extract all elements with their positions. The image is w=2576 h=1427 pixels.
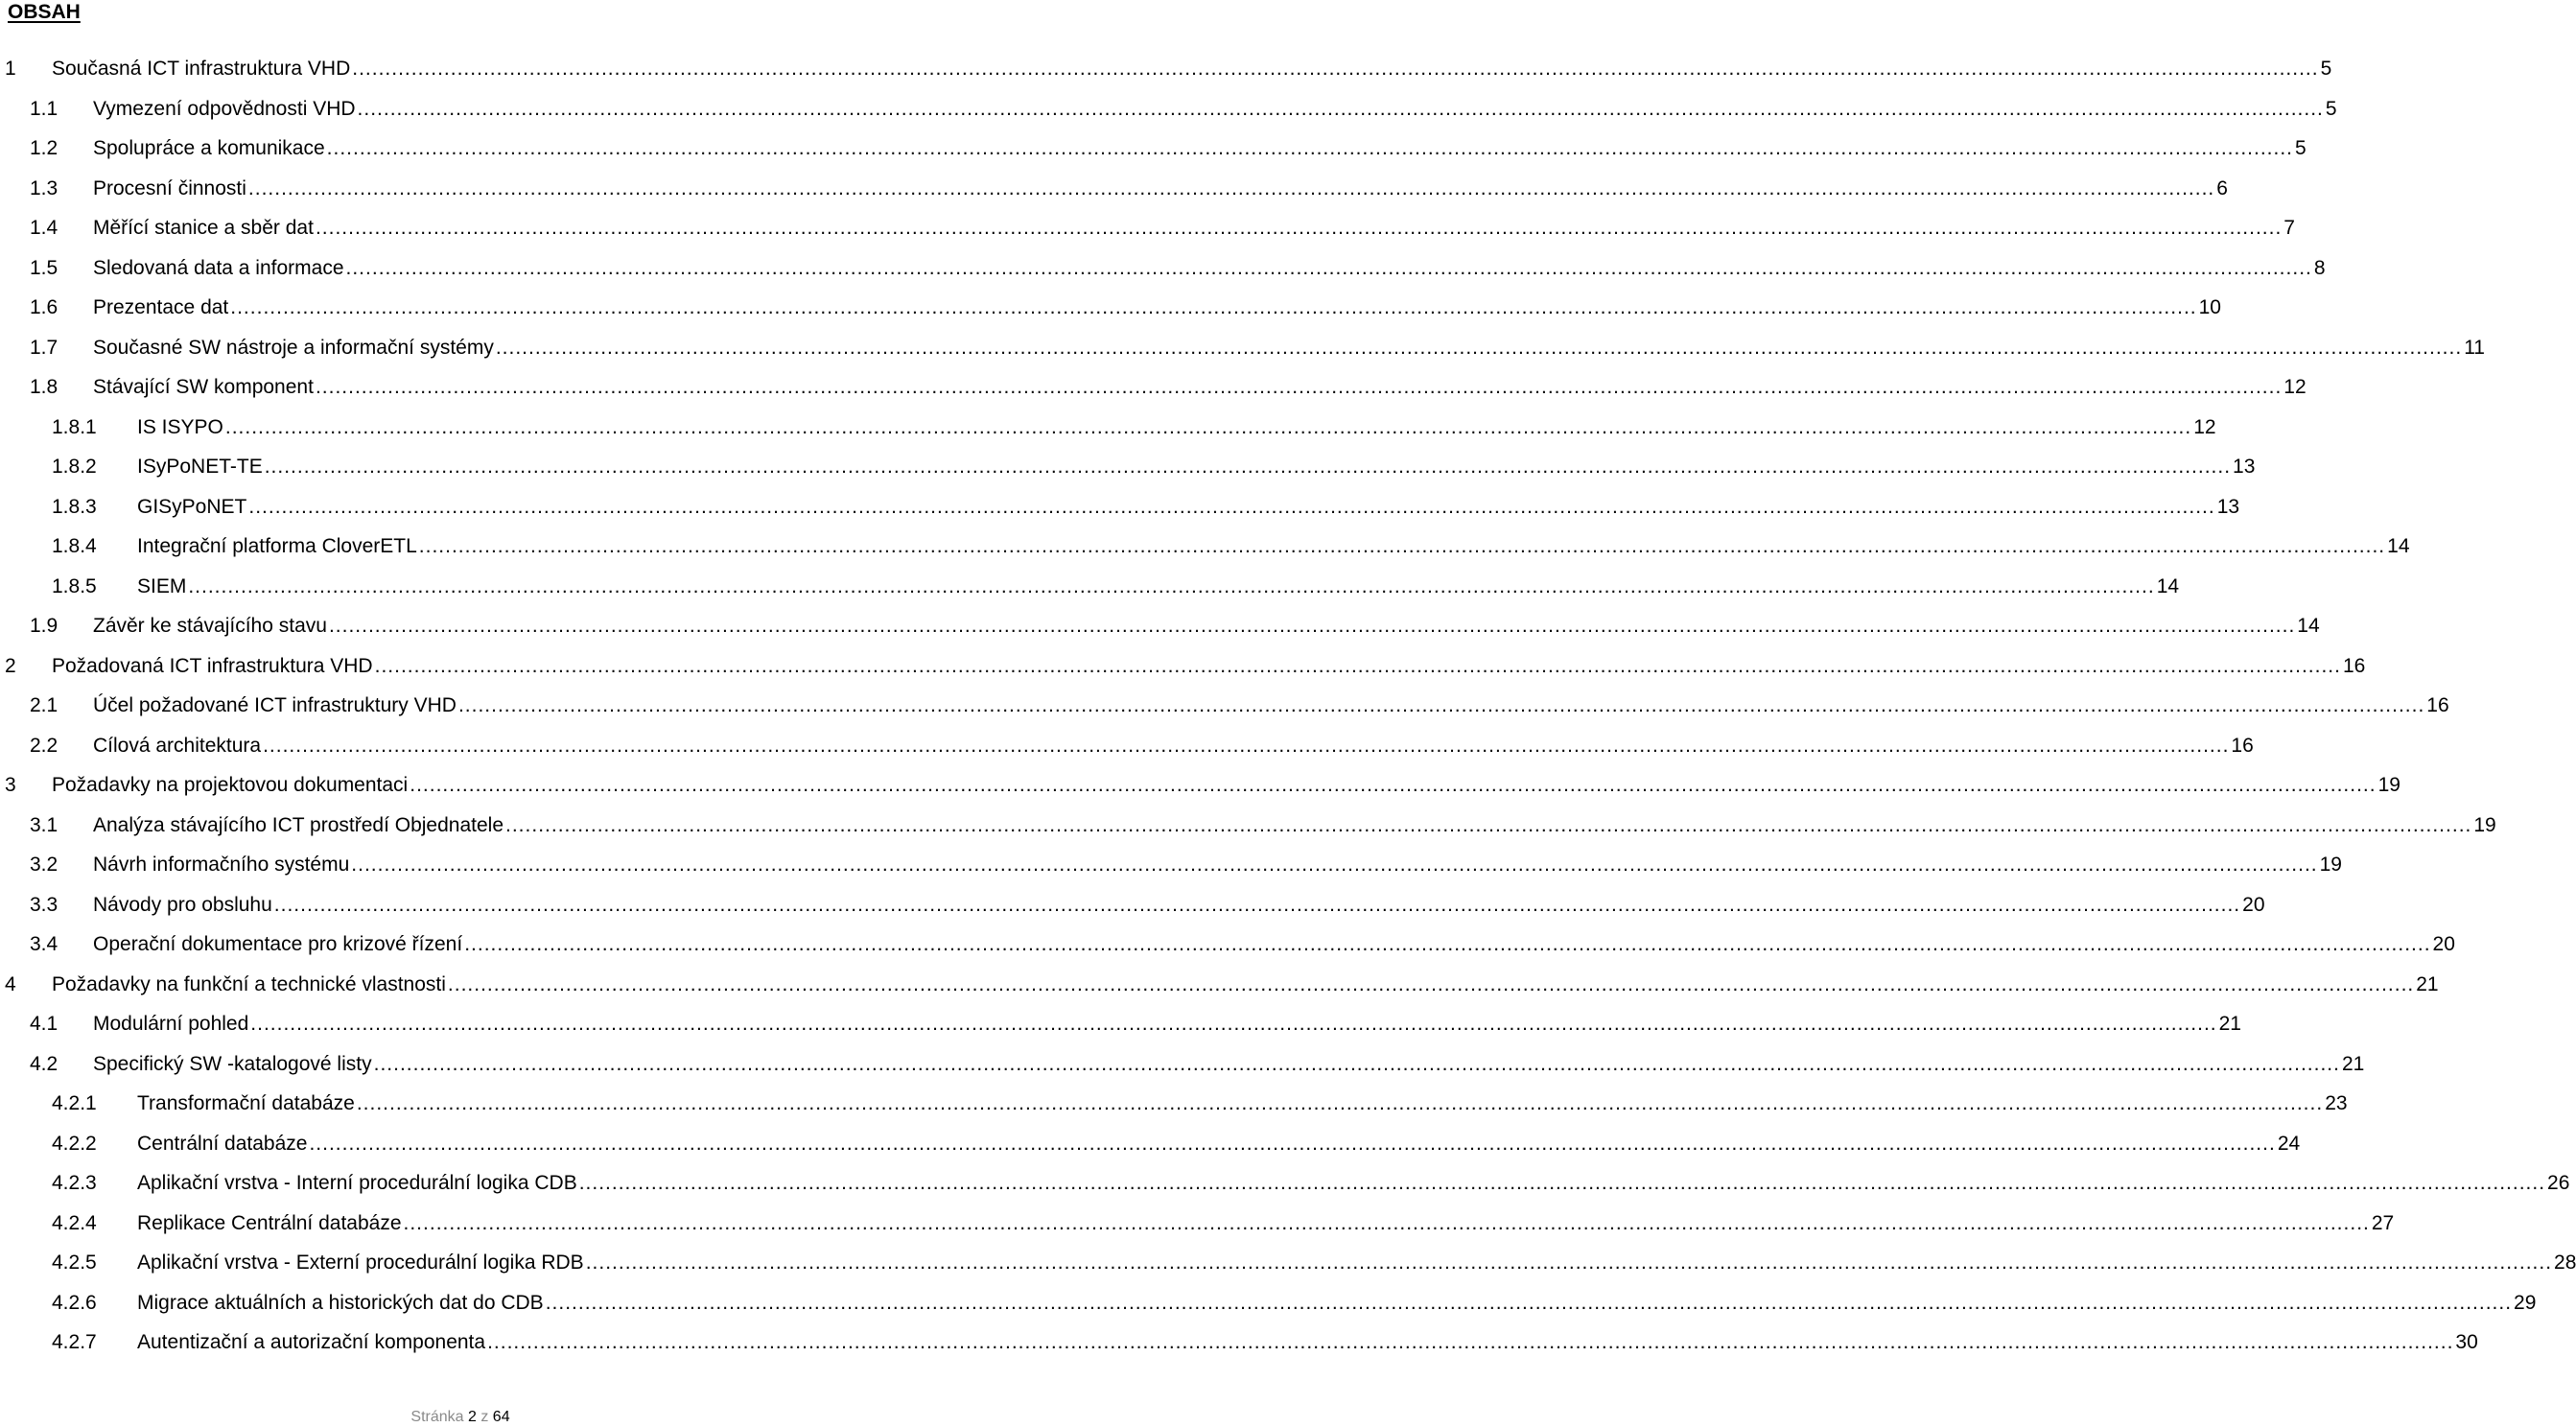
toc-entry-title: Migrace aktuálních a historických dat do CDB — [137, 1291, 544, 1314]
toc-entry-body — [93, 893, 2265, 918]
toc-dot-leader: ............................................................................................................................................................................................................................................................................................................ — [326, 137, 2293, 159]
toc-entry-title: Vymezení odpovědnosti VHD — [93, 97, 356, 120]
toc-entry[interactable] — [0, 1244, 2576, 1284]
toc-dot-leader: ............................................................................................................................................................................................................................................................................................................ — [230, 296, 2197, 318]
toc-entry-number: 1.7 — [30, 336, 59, 359]
toc-entry-title: Sledovaná data a informace — [93, 256, 344, 279]
toc-entry-number: 2.1 — [30, 694, 59, 716]
toc-dot-leader: ............................................................................................................................................................................................................................................................................................................ — [374, 654, 2341, 677]
toc-entry[interactable] — [0, 766, 2400, 807]
toc-dot-leader: ............................................................................................................................................................................................................................................................................................................ — [328, 615, 2296, 637]
toc-entry-number: 1.5 — [30, 256, 59, 279]
toc-entry-page: 24 — [2277, 1132, 2301, 1155]
toc-entry-body — [93, 97, 2337, 122]
toc-entry-body — [137, 574, 2180, 599]
toc-entry-number: 1.3 — [30, 176, 59, 199]
toc-entry[interactable] — [0, 368, 2307, 409]
toc-dot-leader: ............................................................................................................................................................................................................................................................................................................ — [373, 1052, 2340, 1075]
toc-dot-leader: ............................................................................................................................................................................................................................................................................................................ — [264, 456, 2232, 478]
toc-entry-number: 2 — [5, 654, 16, 677]
toc-dot-leader: ............................................................................................................................................................................................................................................................................................................ — [418, 535, 2386, 557]
table-of-contents — [0, 50, 2576, 1364]
toc-entry-title: Specifický SW -katalogové listy — [93, 1052, 372, 1075]
toc-entry-number: 4.2.2 — [52, 1132, 97, 1155]
toc-entry[interactable] — [0, 329, 2485, 369]
toc-entry-page: 5 — [2320, 58, 2332, 80]
toc-entry-number: 3.3 — [30, 893, 59, 916]
toc-entry[interactable] — [0, 527, 2410, 568]
toc-entry-page: 5 — [2325, 97, 2337, 120]
toc-entry-title: Replikace Centrální databáze — [137, 1211, 402, 1234]
toc-entry-body — [93, 1052, 2365, 1077]
toc-entry-title: Požadavky na funkční a technické vlastnosti — [52, 972, 446, 995]
toc-dot-leader: ............................................................................................................................................................................................................................................................................................................ — [410, 774, 2377, 796]
toc-entry-number: 4.1 — [30, 1013, 59, 1035]
toc-entry-title: Cílová architektura — [93, 734, 262, 757]
toc-entry-title: Účel požadované ICT infrastruktury VHD — [93, 694, 457, 716]
toc-entry-body — [93, 734, 2254, 759]
toc-entry-body — [137, 1291, 2537, 1316]
toc-entry-title: Požadovaná ICT infrastruktura VHD — [52, 654, 373, 677]
toc-entry-number: 1.6 — [30, 296, 59, 318]
toc-entry-page: 23 — [2325, 1092, 2348, 1114]
toc-entry-number: 1.8.1 — [52, 415, 97, 438]
toc-entry[interactable] — [0, 807, 2496, 847]
toc-entry-number: 4.2.4 — [52, 1211, 97, 1234]
toc-entry[interactable] — [0, 1164, 2570, 1205]
toc-entry-number: 1.8.4 — [52, 535, 97, 557]
toc-entry-body — [52, 773, 2400, 798]
toc-entry-number: 1.2 — [30, 137, 59, 159]
toc-entry-number: 3.2 — [30, 854, 59, 876]
toc-entry-page: 7 — [2283, 217, 2295, 239]
toc-entry[interactable] — [0, 448, 2256, 488]
toc-entry-title: Modulární pohled — [93, 1013, 249, 1035]
toc-entry-body — [137, 1132, 2301, 1157]
toc-entry-title: Analýza stávajícího ICT prostředí Objednatele — [93, 813, 504, 836]
toc-entry-body — [137, 534, 2410, 559]
toc-entry-body — [137, 1211, 2395, 1236]
toc-dot-leader: ............................................................................................................................................................................................................................................................................................................ — [224, 415, 2192, 438]
toc-entry-page: 19 — [2319, 854, 2342, 876]
toc-entry-page: 11 — [2464, 336, 2485, 359]
toc-entry-page: 21 — [2416, 972, 2439, 995]
toc-entry[interactable] — [0, 727, 2254, 767]
toc-entry-page: 14 — [2387, 535, 2410, 557]
toc-entry-page: 30 — [2455, 1331, 2478, 1353]
toc-entry[interactable] — [0, 647, 2366, 688]
toc-dot-leader: ............................................................................................................................................................................................................................................................................................................ — [403, 1211, 2370, 1234]
toc-entry-number: 2.2 — [30, 734, 59, 757]
toc-entry-body — [93, 336, 2485, 361]
toc-dot-leader: ............................................................................................................................................................................................................................................................................................................ — [545, 1291, 2513, 1314]
toc-dot-leader: ............................................................................................................................................................................................................................................................................................................ — [487, 1331, 2454, 1353]
toc-entry-body — [93, 1012, 2241, 1037]
toc-entry-number: 3.1 — [30, 813, 59, 836]
toc-entry-page: 16 — [2231, 734, 2254, 757]
footer-current-page: 2 — [467, 1409, 477, 1425]
toc-entry[interactable] — [0, 886, 2265, 926]
toc-entry-body — [93, 216, 2295, 241]
toc-entry-page: 13 — [2216, 495, 2240, 518]
toc-entry-page: 28 — [2554, 1252, 2576, 1274]
toc-entry-number: 1 — [5, 58, 16, 80]
toc-entry-body — [137, 1091, 2348, 1116]
toc-entry-page: 14 — [2297, 615, 2320, 637]
toc-entry-page: 27 — [2371, 1211, 2395, 1234]
toc-entry-body — [93, 813, 2496, 838]
toc-entry-page: 5 — [2295, 137, 2307, 159]
toc-entry-number: 1.8 — [30, 376, 59, 398]
toc-entry-body — [137, 455, 2256, 480]
toc-entry-body — [137, 1330, 2478, 1355]
toc-entry-body — [93, 375, 2307, 400]
toc-entry-body — [137, 1171, 2570, 1196]
toc-dot-leader: ............................................................................................................................................................................................................................................................................................................ — [495, 336, 2463, 359]
toc-entry-body — [93, 693, 2449, 718]
toc-entry[interactable] — [0, 1323, 2478, 1364]
toc-entry[interactable] — [0, 846, 2342, 886]
toc-dot-leader: ............................................................................................................................................................................................................................................................................................................ — [250, 1013, 2217, 1035]
toc-entry-title: IS ISYPO — [137, 415, 223, 438]
toc-entry-title: Centrální databáze — [137, 1132, 308, 1155]
toc-dot-leader: ............................................................................................................................................................................................................................................................................................................ — [447, 972, 2415, 995]
toc-dot-leader: ............................................................................................................................................................................................................................................................................................................ — [578, 1172, 2546, 1194]
toc-entry[interactable] — [0, 1005, 2241, 1045]
toc-dot-leader: ............................................................................................................................................................................................................................................................................................................ — [356, 1092, 2324, 1114]
toc-dot-leader: ............................................................................................................................................................................................................................................................................................................ — [315, 376, 2283, 398]
page-footer — [0, 1408, 921, 1427]
toc-entry-title: Spolupráce a komunikace — [93, 137, 325, 159]
toc-dot-leader: ............................................................................................................................................................................................................................................................................................................ — [248, 495, 2215, 518]
toc-entry[interactable] — [0, 687, 2449, 727]
toc-entry-title: Návrh informačního systému — [93, 854, 350, 876]
toc-entry-body — [93, 614, 2320, 639]
toc-entry-body — [137, 415, 2216, 440]
toc-entry[interactable] — [0, 129, 2307, 170]
toc-entry-title: Současné SW nástroje a informační systémy — [93, 336, 494, 359]
toc-entry-title: Prezentace dat — [93, 296, 229, 318]
toc-entry-number: 4.2.3 — [52, 1172, 97, 1194]
toc-entry-number: 3.4 — [30, 933, 59, 955]
toc-entry-body — [93, 256, 2326, 281]
footer-prefix: Stránka — [410, 1409, 464, 1425]
toc-entry-body — [137, 1251, 2576, 1275]
toc-entry-number: 4.2.6 — [52, 1291, 97, 1314]
toc-entry-title: Operační dokumentace pro krizové řízení — [93, 933, 463, 955]
toc-dot-leader: ............................................................................................................................................................................................................................................................................................................ — [357, 97, 2324, 120]
toc-entry-page: 8 — [2313, 256, 2326, 279]
toc-entry-page: 21 — [2218, 1013, 2241, 1035]
toc-entry-page: 10 — [2198, 296, 2221, 318]
toc-entry-page: 29 — [2514, 1291, 2537, 1314]
toc-entry-number: 1.4 — [30, 217, 59, 239]
toc-entry[interactable] — [0, 249, 2326, 290]
toc-entry-body — [137, 495, 2240, 520]
toc-dot-leader: ............................................................................................................................................................................................................................................................................................................ — [247, 176, 2215, 199]
toc-entry[interactable] — [0, 488, 2240, 528]
footer-total-pages: 64 — [492, 1409, 510, 1425]
toc-heading: OBSAH — [8, 1, 81, 23]
toc-entry-body — [93, 295, 2221, 320]
toc-entry[interactable] — [0, 568, 2180, 608]
toc-dot-leader: ............................................................................................................................................................................................................................................................................................................ — [188, 574, 2155, 597]
toc-entry-title: Integrační platforma CloverETL — [137, 535, 417, 557]
toc-entry-page: 26 — [2547, 1172, 2570, 1194]
toc-entry-page: 12 — [2193, 415, 2216, 438]
toc-entry-page: 21 — [2341, 1052, 2365, 1075]
toc-entry-title: Měřící stanice a sběr dat — [93, 217, 314, 239]
toc-entry-body — [52, 972, 2439, 997]
toc-entry[interactable] — [0, 50, 2332, 90]
toc-entry[interactable] — [0, 1045, 2365, 1086]
toc-entry[interactable] — [0, 966, 2439, 1006]
toc-entry-title: SIEM — [137, 574, 187, 597]
toc-entry-title: Požadavky na projektovou dokumentaci — [52, 774, 409, 796]
toc-entry-number: 1.9 — [30, 615, 59, 637]
toc-entry-page: 19 — [2473, 813, 2496, 836]
toc-entry-page: 14 — [2156, 574, 2180, 597]
toc-entry[interactable] — [0, 90, 2337, 130]
toc-entry-number: 1.8.5 — [52, 574, 97, 597]
toc-entry-page: 13 — [2233, 456, 2256, 478]
toc-entry[interactable] — [0, 209, 2295, 249]
toc-dot-leader: ............................................................................................................................................................................................................................................................................................................ — [464, 933, 2431, 955]
toc-entry-number: 3 — [5, 774, 16, 796]
toc-dot-leader: ............................................................................................................................................................................................................................................................................................................ — [345, 256, 2312, 279]
toc-entry-body — [52, 57, 2332, 82]
toc-entry-page: 20 — [2242, 893, 2265, 916]
toc-entry-title: Stávající SW komponent — [93, 376, 314, 398]
toc-dot-leader: ............................................................................................................................................................................................................................................................................................................ — [309, 1132, 2276, 1155]
toc-entry-title: Současná ICT infrastruktura VHD — [52, 58, 351, 80]
toc-entry-title: Autentizační a autorizační komponenta — [137, 1331, 486, 1353]
toc-entry-page: 19 — [2377, 774, 2400, 796]
toc-entry[interactable] — [0, 170, 2228, 210]
toc-entry-body — [93, 136, 2307, 161]
toc-entry-number: 4.2.5 — [52, 1252, 97, 1274]
toc-entry-title: Závěr ke stávajícího stavu — [93, 615, 327, 637]
toc-entry-number: 1.8.2 — [52, 456, 97, 478]
toc-entry-number: 4 — [5, 972, 16, 995]
toc-entry-body — [93, 853, 2342, 877]
toc-entry-title: ISyPoNET-TE — [137, 456, 263, 478]
toc-entry[interactable] — [0, 289, 2221, 329]
toc-entry-title: Aplikační vrstva - Interní procedurální logika CDB — [137, 1172, 577, 1194]
toc-entry[interactable] — [0, 1205, 2395, 1245]
toc-entry-body — [93, 932, 2455, 957]
toc-entry-body — [93, 176, 2228, 201]
toc-entry-number: 1.1 — [30, 97, 59, 120]
toc-entry-number: 4.2.1 — [52, 1092, 97, 1114]
toc-entry-number: 4.2 — [30, 1052, 59, 1075]
toc-dot-leader: ............................................................................................................................................................................................................................................................................................................ — [585, 1252, 2553, 1274]
toc-entry-number: 4.2.7 — [52, 1331, 97, 1353]
toc-entry[interactable] — [0, 1085, 2348, 1125]
toc-entry-title: GISyPoNET — [137, 495, 247, 518]
toc-dot-leader: ............................................................................................................................................................................................................................................................................................................ — [457, 694, 2425, 716]
toc-entry-body — [52, 654, 2366, 679]
toc-entry-page: 6 — [2216, 176, 2228, 199]
toc-entry-title: Procesní činnosti — [93, 176, 246, 199]
toc-entry[interactable] — [0, 1125, 2301, 1165]
toc-entry-title: Návody pro obsluhu — [93, 893, 272, 916]
toc-entry-page: 16 — [2342, 654, 2366, 677]
toc-entry-title: Transformační databáze — [137, 1092, 355, 1114]
toc-entry-title: Aplikační vrstva - Externí procedurální logika RDB — [137, 1252, 584, 1274]
toc-dot-leader: ............................................................................................................................................................................................................................................................................................................ — [273, 893, 2241, 916]
toc-dot-leader: ............................................................................................................................................................................................................................................................................................................ — [351, 854, 2318, 876]
toc-dot-leader: ............................................................................................................................................................................................................................................................................................................ — [352, 58, 2319, 80]
toc-entry[interactable] — [0, 925, 2455, 966]
toc-entry[interactable] — [0, 1284, 2537, 1324]
toc-dot-leader: ............................................................................................................................................................................................................................................................................................................ — [315, 217, 2283, 239]
toc-dot-leader: ............................................................................................................................................................................................................................................................................................................ — [263, 734, 2230, 757]
toc-entry-page: 16 — [2426, 694, 2449, 716]
toc-entry[interactable] — [0, 409, 2216, 449]
toc-entry-number: 1.8.3 — [52, 495, 97, 518]
toc-entry-page: 12 — [2283, 376, 2307, 398]
toc-entry[interactable] — [0, 607, 2320, 647]
toc-entry-page: 20 — [2432, 933, 2455, 955]
footer-separator: z — [480, 1409, 489, 1425]
toc-dot-leader: ............................................................................................................................................................................................................................................................................................................ — [505, 813, 2472, 836]
